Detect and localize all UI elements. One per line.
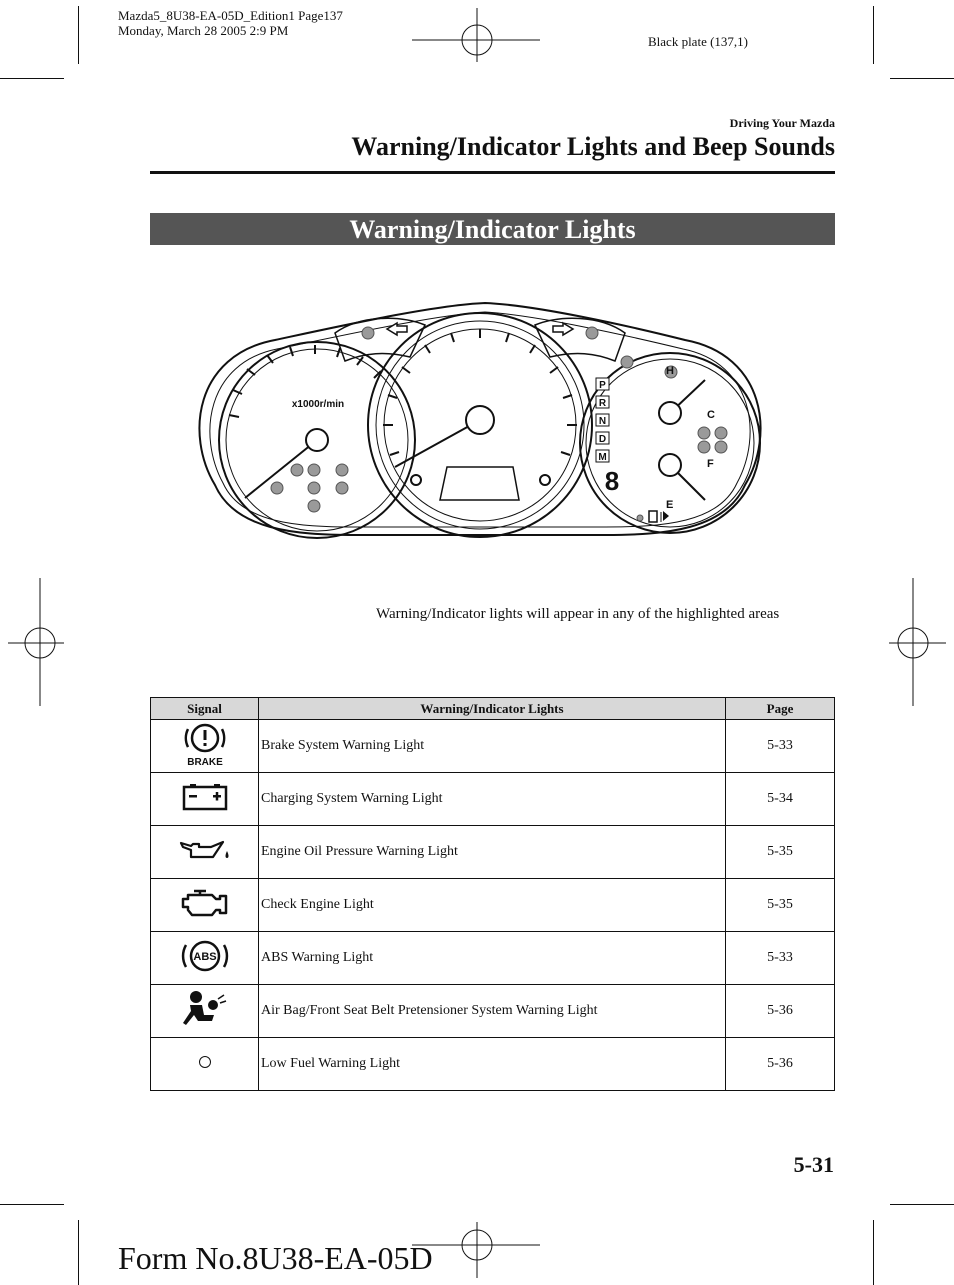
table-header-row [151,698,835,720]
table-row [151,773,835,826]
page-column-header: Page [726,698,835,720]
table-row [151,826,835,879]
fuel-full-label: F [707,458,714,470]
section-banner: Warning/Indicator Lights [150,213,835,245]
page-reference: 5-36 [726,1038,835,1091]
warning-lights-table [150,697,835,1091]
page-reference: 5-34 [726,773,835,826]
light-name: ABS Warning Light [259,932,726,985]
print-header-file: Mazda5_8U38-EA-05D_Edition1 Page137 [118,8,343,23]
print-header-date: Monday, March 28 2005 2:9 PM [118,23,289,38]
gear-p: P [599,380,606,391]
fuel-pump-icon [649,511,669,522]
page-title: Warning/Indicator Lights and Beep Sounds [351,132,835,161]
gear-m: M [598,452,607,463]
brake-icon-text: BRAKE [186,756,223,767]
chapter-label: Driving Your Mazda [729,116,835,130]
fuel-empty-label: E [666,499,674,511]
light-name: Brake System Warning Light [259,720,726,773]
abs-icon-text: ABS [192,950,217,963]
light-name: Charging System Warning Light [259,773,726,826]
brake-warning-icon [151,720,259,773]
page-number: 5-31 [793,1152,834,1177]
title-rule [150,171,835,174]
signal-column-header: Signal [151,698,259,720]
table-row [151,720,835,773]
gear-digit: 8 [604,466,620,496]
page-reference: 5-33 [726,720,835,773]
page-reference: 5-33 [726,932,835,985]
light-name: Check Engine Light [259,879,726,932]
page-reference: 5-36 [726,985,835,1038]
page-reference: 5-35 [726,826,835,879]
temp-cold-label: C [707,409,715,421]
instrument-cluster-illustration [185,295,775,545]
black-plate-label: Black plate (137,1) [648,34,748,49]
table-row [151,1038,835,1091]
table-row [151,932,835,985]
lights-column-header: Warning/Indicator Lights [259,698,726,720]
engine-icon [151,879,259,932]
light-name: Engine Oil Pressure Warning Light [259,826,726,879]
tach-unit-label: x1000r/min [291,399,345,410]
abs-icon [151,932,259,985]
cluster-caption: Warning/Indicator lights will appear in any of the highlighted areas [376,606,780,622]
temp-hot-label: H [666,365,674,377]
gear-d: D [598,434,607,445]
table-row [151,879,835,932]
gear-n: N [598,416,607,427]
low-fuel-circle-icon [151,1038,259,1091]
airbag-icon [151,985,259,1038]
form-number: Form No.8U38-EA-05D [118,1240,433,1276]
page-reference: 5-35 [726,879,835,932]
battery-icon [151,773,259,826]
gear-r: R [598,398,607,409]
table-row [151,985,835,1038]
light-name: Air Bag/Front Seat Belt Pretensioner System Warning Light [259,985,726,1038]
oil-can-icon [151,826,259,879]
light-name: Low Fuel Warning Light [259,1038,726,1091]
